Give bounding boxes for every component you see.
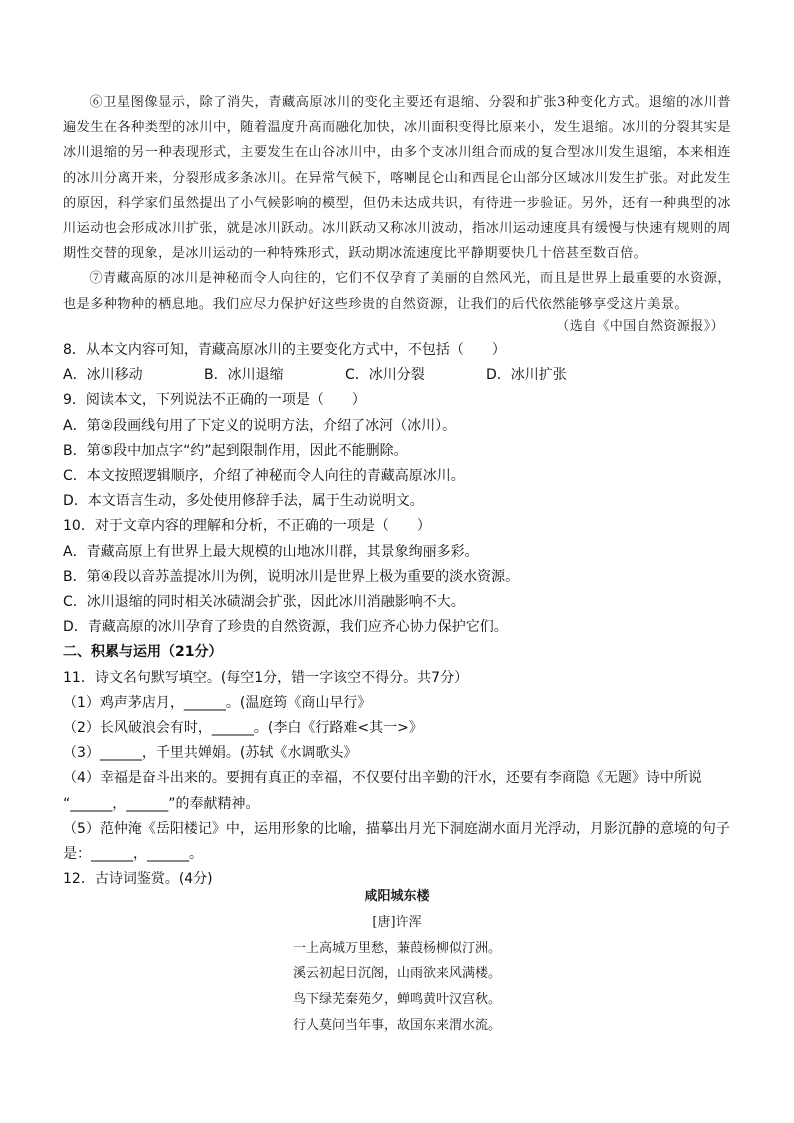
q8-options xyxy=(63,363,731,388)
paragraph-6: ⑥卫星图像显示，除了消失，青藏高原冰川的变化主要还有退缩、分裂和扩张3种变化方式。退缩的冰川普遍发生在各种类型的冰川中，随着温度升高而融化加快，冰川面积变得比原来小，发生退缩。冰川的分裂其实是冰川退缩的另一种表现形式，主要发生在山谷冰川中，由多个支冰川组合而成的复合型冰川发生退缩，本来相连的冰川分离开来，分裂形成多条冰川。在异常气候下，喀喇昆仑山和西昆仑山部分区域冰川发生扩张。对此发生的原因，科学家们虽然提出了小气候影响的模型，但仍未达成共识，有待进一步验证。另外，还有一种典型的冰川运动也会形成冰川扩张，就是冰川跃动。冰川跃动又称冰川波动，指冰川运动速度具有缓慢与快速有规则的周期性交替的现象，是冰川运动的一种特殊形式，跃动期冰流速度比平静期要快几十倍甚至数百倍。 xyxy=(63,95,731,262)
q8-option-c[interactable]: C．冰川分裂 xyxy=(345,367,425,384)
q8-option-b[interactable]: B．冰川退缩 xyxy=(204,367,284,384)
q11-item-3: （3）______，千里共婵娟。(苏轼《水调歌头》 xyxy=(63,745,358,762)
poem-line: 鸟下绿芜秦苑夕，蝉鸣黄叶汉宫秋。 xyxy=(292,992,501,1008)
q9-option-c[interactable]: C．本文按照逻辑顺序，介绍了神秘而令人向往的青藏高原冰川。 xyxy=(63,468,465,485)
q11-stem: 11．诗文名句默写填空。(每空1分，错一字该空不得分。共7分） xyxy=(63,669,469,686)
q11-item-4-line2: “______，______”的奉献精神。 xyxy=(63,795,260,812)
poem-title: 咸阳城东楼 xyxy=(364,889,430,904)
paragraph-7: ⑦青藏高原的冰川是神秘而令人向往的，它们不仅孕育了美丽的自然风光，而且是世界上最重要的水资源，也是多种物种的栖息地。我们应尽力保护好这些珍贵的自然资源，让我们的后代依然能够享受这片美景。 xyxy=(63,271,731,312)
q9-option-b[interactable]: B．第⑤段中加点字“约”起到限制作用，因此不能删除。 xyxy=(63,442,408,459)
q9-stem: 9．阅读本文，下列说法不正确的一项是（ ） xyxy=(63,392,366,409)
questions-block xyxy=(63,338,731,892)
q8-stem: 8．从本文内容可知，青藏高原冰川的主要变化方式中，不包括（ ） xyxy=(63,342,506,358)
q9-option-a[interactable]: A．第②段画线句用了下定义的说明方法，介绍了冰河（冰川）。 xyxy=(63,417,457,434)
q12-stem: 12．古诗词鉴赏。(4分) xyxy=(63,871,213,888)
q10-option-a[interactable]: A．青藏高原上有世界上最大规模的山地冰川群，其景象绚丽多彩。 xyxy=(63,543,479,560)
q11-item-1: （1）鸡声茅店月，______。(温庭筠《商山早行》 xyxy=(63,694,372,711)
q10-option-c[interactable]: C．冰川退缩的同时相关冰碛湖会扩张，因此冰川消融影响不大。 xyxy=(63,594,465,611)
poem-author: [唐]许浑 xyxy=(372,914,422,930)
q11-item-4-line1: （4）幸福是奋斗出来的。要拥有真正的幸福，不仅要付出辛勤的汗水，还要有李商隐《无题》诗中所说 xyxy=(63,770,702,787)
passage-source: （选自《中国自然资源报》） xyxy=(556,319,724,334)
q10-option-d[interactable]: D．青藏高原的冰川孕育了珍贵的自然资源，我们应齐心协力保护它们。 xyxy=(63,619,508,636)
q10-option-b[interactable]: B．第④段以音苏盖提冰川为例，说明冰川是世界上极为重要的淡水资源。 xyxy=(63,568,520,585)
poem-line: 一上高城万里愁，蒹葭杨柳似汀洲。 xyxy=(292,940,501,956)
poem-line: 行人莫问当年事，故国东来渭水流。 xyxy=(292,1017,501,1033)
q11-item-5-line1: （5）范仲淹《岳阳楼记》中，运用形象的比喻，描摹出月光下洞庭湖水面月光浮动，月影沉静的意境的句子 xyxy=(63,820,730,837)
q11-item-2: （2）长风破浪会有时，______。(李白《行路难<其一>》 xyxy=(63,720,423,737)
q9-option-d[interactable]: D．本文语言生动，多处使用修辞手法，属于生动说明文。 xyxy=(63,493,424,510)
q11-item-5-line2: 是：______，______。 xyxy=(63,846,203,863)
q8-option-d[interactable]: D．冰川扩张 xyxy=(486,367,567,384)
poem-block xyxy=(63,884,731,1039)
q8-option-a[interactable]: A．冰川移动 xyxy=(63,367,143,384)
section-2-heading: 二、积累与运用（21分） xyxy=(63,644,223,661)
reading-passage xyxy=(63,90,731,317)
poem-line: 溪云初起日沉阁，山雨欲来风满楼。 xyxy=(292,966,501,982)
q10-stem: 10．对于文章内容的理解和分析，不正确的一项是（ ） xyxy=(63,518,431,535)
